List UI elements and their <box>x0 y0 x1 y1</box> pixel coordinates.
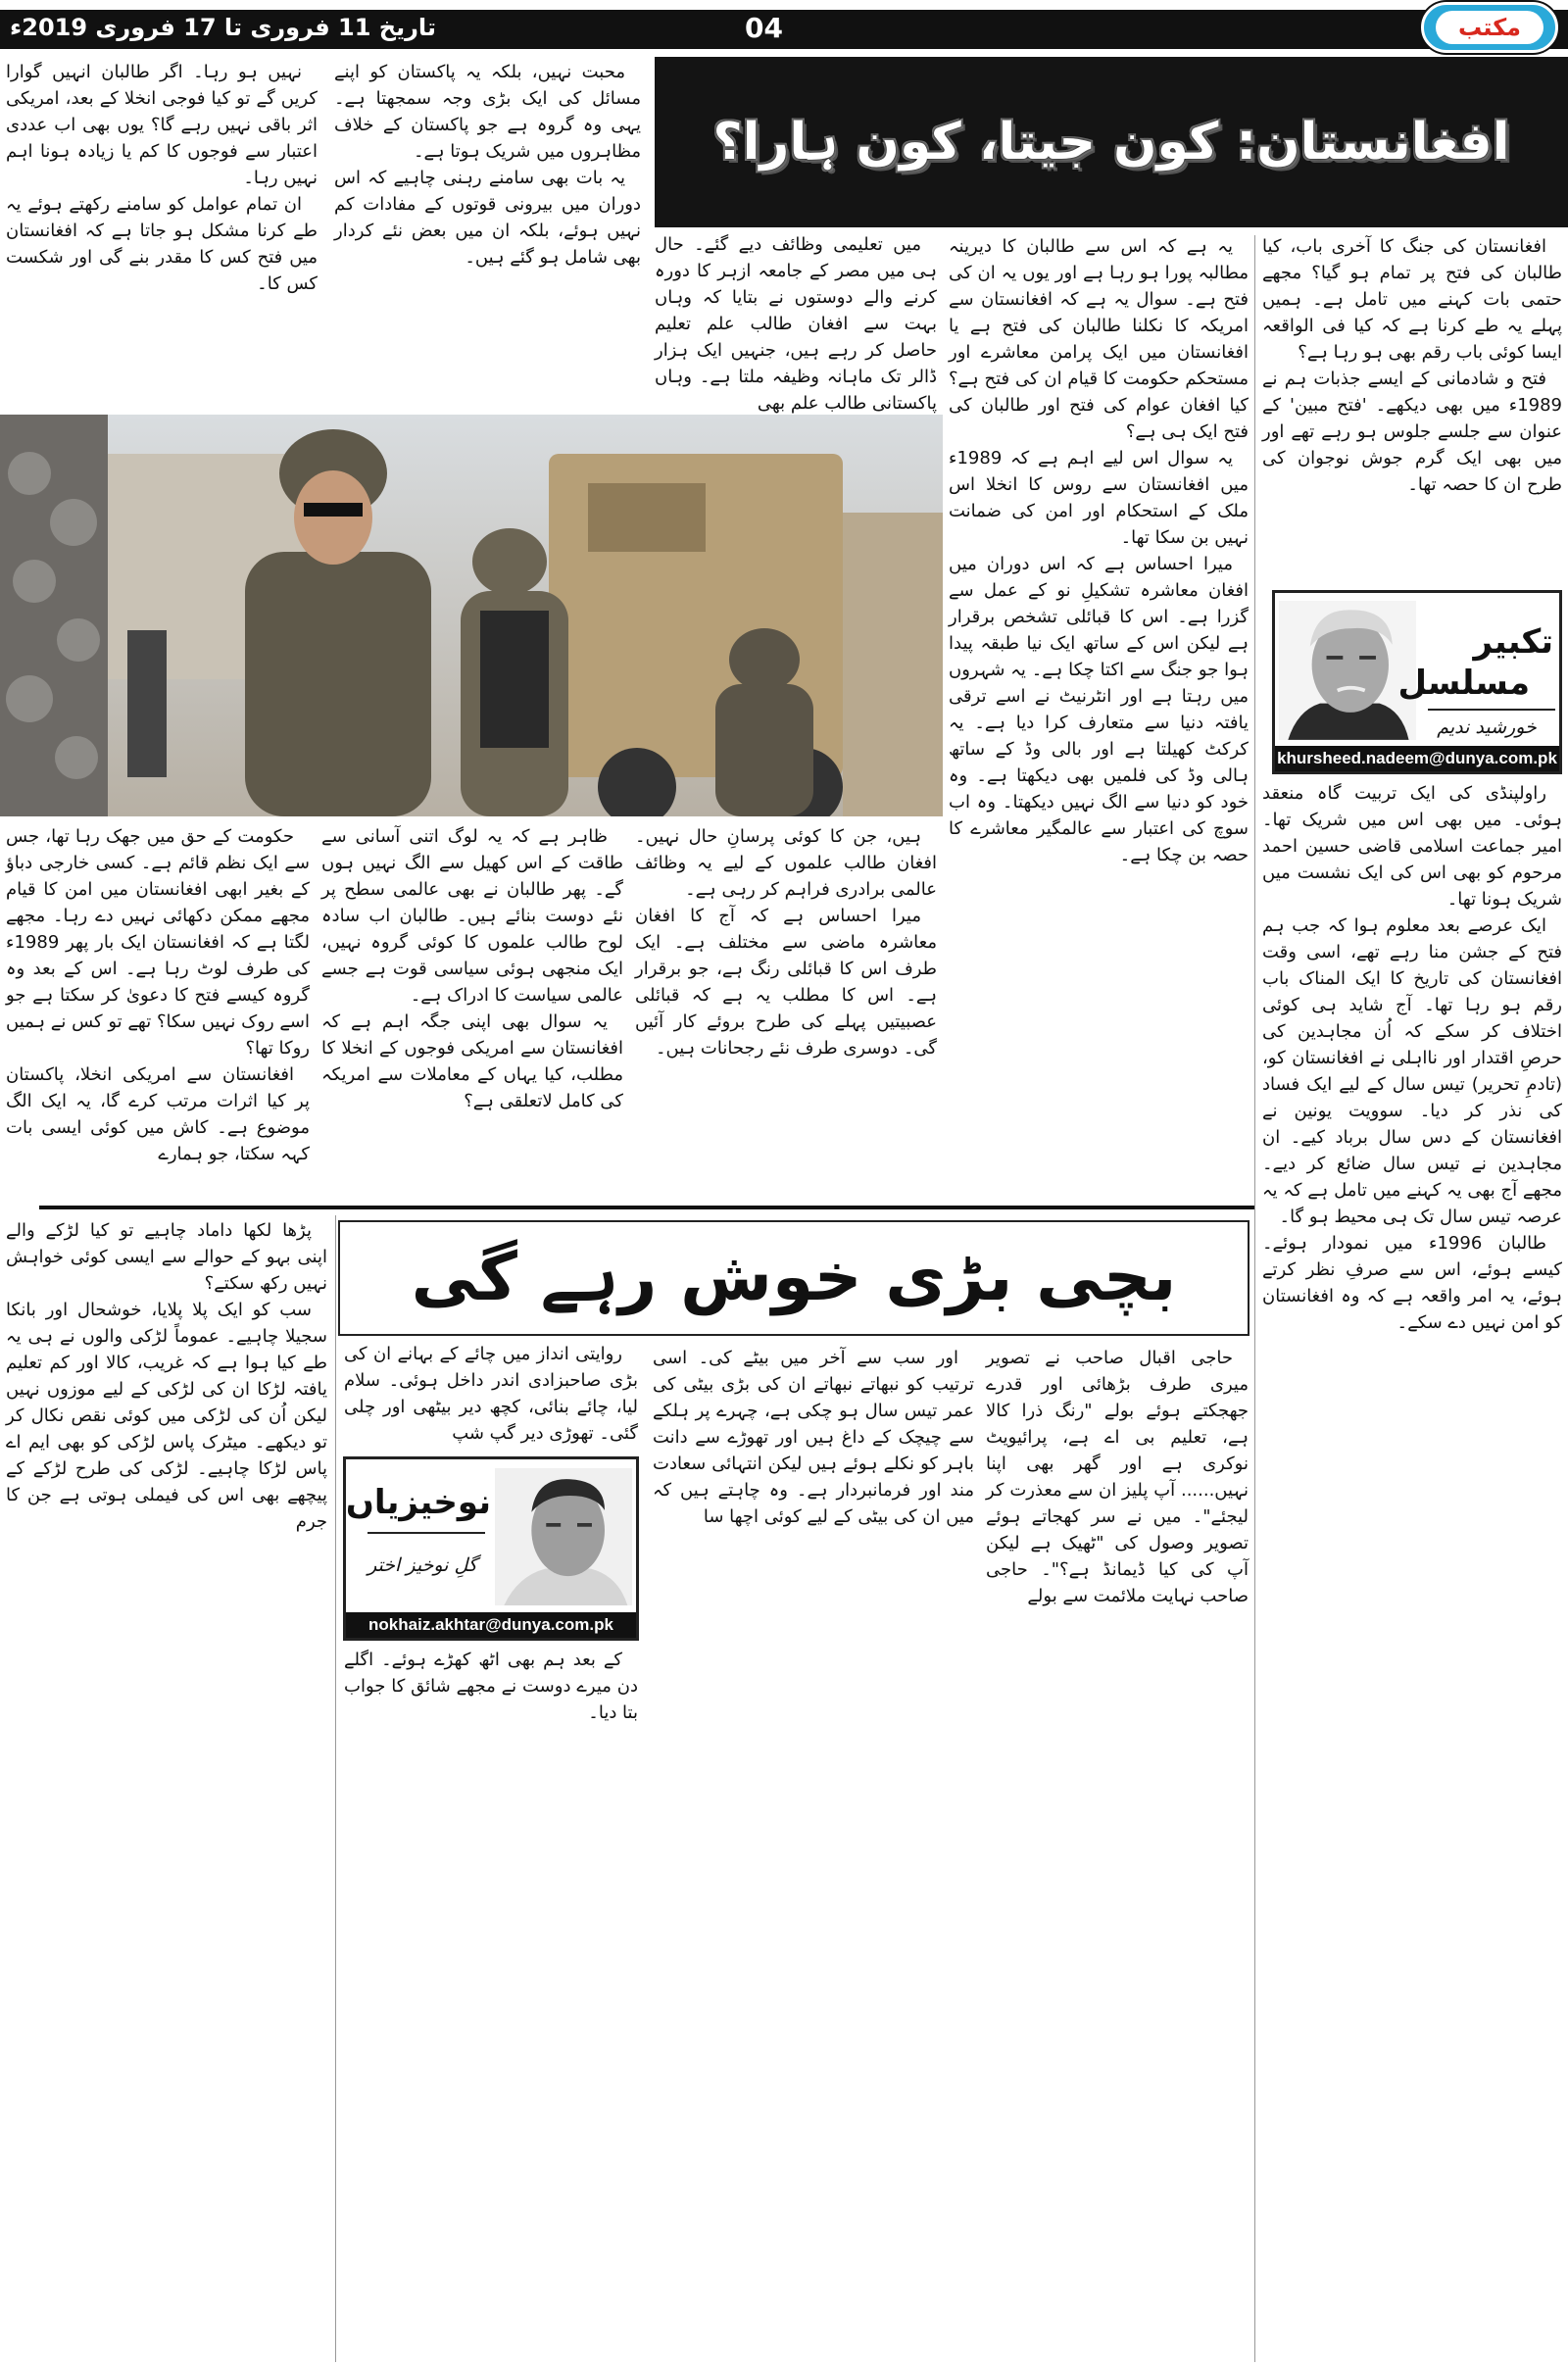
article2-column <box>0 1217 333 2360</box>
paragraph: افغانستان کی جنگ کا آخری باب، کیا طالبان کی فتح پر تمام ہو گیا؟ مجھے حتمی بات کہنے میں تامل ہے۔ ہمیں پہلے یہ طے کرنا ہے کہ کیا فی الواقعہ ایسا کوئی باب رقم بھی ہو رہا ہے؟ <box>1262 236 1562 363</box>
columnist-name: خورشید ندیم <box>1437 716 1537 738</box>
paragraph: ایک عرصے بعد معلوم ہوا کہ جب ہم فتح کے جشن منا رہے تھے، اسی وقت افغانستان کی تاریخ کا ایک المناک باب رقم ہو رہا تھا۔ آج شاید ہی کوئی اختلاف کر سکے کہ اُن مجاہدین کی حرصِ اقتدار اور نااہلی نے افغانستان کو، (تادمِ تحریر) تیس سال کے لیے ایک فساد کی نذر کر دیا۔ سوویت یونین نے افغانستان کے دس سال برباد کیے۔ ان مجاہدین نے تیس سال ضائع کر دیے۔ مجھے آج بھی یہ کہنے میں تامل ہے کہ یہ عرصہ تیس سال تک ہی محیط ہو گا۔ <box>1262 915 1562 1227</box>
paragraph: یہ بات بھی سامنے رہنی چاہیے کہ اس دوران میں بیرونی قوتوں کے مفادات کم نہیں ہوئے، بلکہ ان میں بعض نئے کردار بھی شامل ہو گئے ہیں۔ <box>334 168 641 268</box>
column-title: تکبیر <box>1473 622 1553 662</box>
issue-date: تاریخ 11 فروری تا 17 فروری 2019ء <box>10 14 436 41</box>
paragraph: میرا احساس ہے کہ آج کا افغان معاشرہ ماضی سے مختلف ہے۔ ایک طرف اس کا قبائلی رنگ ہے، جو برقرار ہے۔ اس کا مطلب یہ ہے کہ قبائلی عصبیتیں پہلے کی طرح بروئے کار آئیں گی۔ دوسری طرف نئے رجحانات ہیں۔ <box>635 906 937 1059</box>
article1-column <box>0 823 316 1202</box>
paragraph: میں تعلیمی وظائف دیے گئے۔ حال ہی میں مصر کے جامعہ ازہر کا دورہ کرنے والے دوستوں نے بتایا کہ وہاں بہت سے افغان طالب علم تعلیم حاصل کر رہے ہیں، جنہیں ایک ہزار ڈالر تک ماہانہ وظیفہ ملتا ہے۔ وہاں پاکستانی طالب علم بھی <box>655 234 937 414</box>
article2-column <box>338 1647 644 2360</box>
columnist-photo <box>495 1463 632 1610</box>
paragraph: حکومت کے حق میں جھک رہا تھا، جس سے ایک نظم قائم ہے۔ کسی خارجی دباؤ کے بغیر ابھی افغانستان میں امن کا قیام مجھے ممکن دکھائی نہیں دے رہا۔ مجھے لگتا ہے کہ افغانستان ایک بار پھر 1989ء کی طرف لوٹ رہا ہے۔ اس کے بعد وہ گروہ کیسے فتح کا دعویٰ کر سکتا ہے جو اسے روک نہیں سکا؟ تھے تو کس نے ہمیں روکا تھا؟ <box>6 826 310 1059</box>
soldiers-photo <box>0 415 943 816</box>
paragraph: میرا احساس ہے کہ اس دوران میں افغان معاشرہ تشکیلِ نو کے عمل سے گزرا ہے۔ اس کا قبائلی تشخص برقرار ہے لیکن اس کے ساتھ ایک نیا طبقہ پیدا ہوا جو جنگ سے اکتا چکا ہے۔ یہ شہروں میں رہتا ہے اور انٹرنیٹ نے اسے ترقی یافتہ دنیا سے متعارف کرا دیا ہے۔ یہ کرکٹ کھیلتا ہے اور بالی وڈ کے ساتھ ہالی وڈ کی فلمیں بھی دیکھتا ہے۔ وہ خود کو دنیا سے الگ نہیں دیکھتا۔ وہ اب سوچ کی اعتبار سے عالمگیر معاشرے کا حصہ بن چکا ہے۔ <box>949 554 1249 865</box>
article1-headline-box <box>655 57 1568 227</box>
paragraph: اور سب سے آخر میں بیٹے کی۔ اسی ترتیب کو نبھاتے نبھاتے ان کی بڑی بیٹی کی عمر تیس سال ہو چکی ہے، چہرے پر ہلکے سے چیچک کے داغ ہیں اور تھوڑے سے دانت باہر کو نکلے ہوئے ہیں لیکن انتہائی سعادت مند اور فرمانبردار ہے۔ وہ چاہتے ہیں کہ میں ان کی بیٹی کے لیے کوئی اچھا سا <box>653 1348 974 1527</box>
paragraph: محبت نہیں، بلکہ یہ پاکستان کو اپنے مسائل کی ایک بڑی وجہ سمجھتا ہے۔ یہی وہ گروہ ہے جو پاکستان کے خلاف مظاہروں میں شریک ہوتا ہے۔ <box>334 62 641 162</box>
paragraph: افغانستان سے امریکی انخلا، پاکستان پر کیا اثرات مرتب کرے گا، یہ ایک الگ موضوع ہے۔ کاش میں کوئی ایسی بات کہہ سکتا، جو ہمارے <box>6 1064 310 1164</box>
article1-column <box>1256 233 1568 578</box>
paragraph: حاجی اقبال صاحب نے تصویر میری طرف بڑھائی اور قدرے جھجکتے ہوئے بولے "رنگ ذرا کالا ہے، تعلیم بی اے ہے، پرائیویٹ نوکری ہے اور گھر بھی اپنا نہیں...... آپ پلیز ان سے معذرت کر لیجئے"۔ میں نے سر کھجاتے ہوئے تصویر وصول کی "ٹھیک ہے لیکن آپ کی کیا ڈیمانڈ ہے؟"۔ حاجی صاحب نہایت ملائمت سے بولے <box>986 1348 1249 1606</box>
paragraph: یہ ہے کہ اس سے طالبان کا دیرینہ مطالبہ پورا ہو رہا ہے اور یوں یہ ان کی فتح ہے۔ سوال یہ ہے کہ افغانستان سے امریکہ کا نکلنا طالبان کی فتح ہے یا افغانستان میں ایک پرامن معاشرے اور مستحکم حکومت کا قیام ان کی فتح ہے؟ کیا افغان عوام کی فتح اور طالبان کی فتح ایک ہی ہے؟ <box>949 236 1249 442</box>
paragraph: ان تمام عوامل کو سامنے رکھتے ہوئے یہ طے کرنا مشکل ہو جاتا ہے کہ افغانستان میں فتح کس کا مقدر بنے گی اور شکست کس کا۔ <box>6 194 318 294</box>
paragraph: یہ سوال بھی اپنی جگہ اہم ہے کہ افغانستان سے امریکی فوجوں کے انخلا کا مطلب، کیا یہاں کے معاملات سے امریکہ کی کامل لاتعلقی ہے؟ <box>321 1011 623 1111</box>
article1-column <box>316 823 629 1202</box>
article2-column <box>338 1341 644 1453</box>
article2-column <box>647 1345 980 2360</box>
section-divider <box>39 1206 1254 1209</box>
article1-column <box>649 231 943 412</box>
logo-wordmark: مکتب <box>1436 11 1544 44</box>
article2-column <box>980 1345 1254 2360</box>
paragraph: فتح و شادمانی کے ایسے جذبات ہم نے 1989ء میں بھی دیکھے۔ 'فتح مبین' کے عنوان سے جلسے جلوس ہو رہے تھے اور میں بھی ایک گرم جوش نوجوان کی طرح ان کا حصہ تھا۔ <box>1262 369 1562 495</box>
paragraph: یہ سوال اس لیے اہم ہے کہ 1989ء میں افغانستان سے روس کا انخلا اس ملک کے استحکام اور امن کی ضمانت نہیں بن سکا تھا۔ <box>949 448 1249 548</box>
column-title: نوخیزیاں <box>345 1483 491 1522</box>
paragraph: روایتی انداز میں چائے کے بہانے ان کی بڑی صاحبزادی اندر داخل ہوئی۔ سلام لیا، چائے بنائی، کچھ دیر بیٹھی اور چلی گئی۔ تھوڑی دیر گپ شپ <box>344 1344 638 1444</box>
divider <box>368 1532 485 1534</box>
page-number: 04 <box>745 12 783 44</box>
columnist-box <box>343 1456 639 1641</box>
article1-column <box>0 59 323 414</box>
newspaper-logo <box>1421 2 1558 53</box>
paragraph: کے بعد ہم بھی اٹھ کھڑے ہوئے۔ اگلے دن میرے دوست نے مجھے شائق کا جواب بتا دیا۔ <box>344 1650 638 1723</box>
column-title: مسلسل <box>1397 664 1530 703</box>
article1-headline: افغانستان: کون جیتا، کون ہارا؟ <box>712 113 1510 172</box>
paragraph: نہیں ہو رہا۔ اگر طالبان انہیں گوارا کریں گے تو کیا فوجی انخلا کے بعد، امریکی اثر باقی نہیں رہے گا؟ یوں بھی اب عددی اعتبار سے فوجوں کا کم یا زیادہ ہونا اہم نہیں رہا۔ <box>6 62 318 188</box>
columnist-box <box>1272 590 1562 774</box>
article1-column <box>1256 780 1568 2360</box>
paragraph: ہیں، جن کا کوئی پرسانِ حال نہیں۔ افغان طالب علموں کے لیے یہ وظائف عالمی برادری فراہم کر رہی ہے۔ <box>635 826 937 900</box>
article2-headline: بچی بڑی خوش رہے گی <box>411 1239 1177 1316</box>
column-rule <box>335 1215 336 2362</box>
columnist-email[interactable]: nokhaiz.akhtar@dunya.com.pk <box>346 1612 636 1638</box>
columnist-photo <box>1279 597 1416 744</box>
columnist-email[interactable]: khursheed.nadeem@dunya.com.pk <box>1275 746 1559 771</box>
paragraph: ظاہر ہے کہ یہ لوگ اتنی آسانی سے طاقت کے اس کھیل سے الگ نہیں ہوں گے۔ پھر طالبان نے بھی عالمی سطح پر نئے دوست بنائے ہیں۔ طالبان اب سادہ لوح طالب علموں کا کوئی گروہ نہیں، ایک منجھی ہوئی سیاسی قوت ہے جسے عالمی سیاست کا ادراک ہے۔ <box>321 826 623 1006</box>
paragraph: راولپنڈی کی ایک تربیت گاہ منعقد ہوئی۔ میں بھی اس میں شریک تھا۔ امیر جماعت اسلامی قاضی حسین احمد مرحوم کو بھی اس کی ایک نشست میں شریک ہونا تھا۔ <box>1262 783 1562 910</box>
divider <box>1428 709 1555 711</box>
column-rule <box>1254 235 1255 2362</box>
article1-column <box>629 823 943 1202</box>
paragraph: طالبان 1996ء میں نمودار ہوئے۔ کیسے ہوئے، اس سے صرفِ نظر کرتے ہوئے، یہ امر واقعہ ہے کہ وہ افغانستان کو امن نہیں دے سکے۔ <box>1262 1233 1562 1333</box>
article1-column <box>328 59 647 414</box>
paragraph: پڑھا لکھا داماد چاہیے تو کیا لڑکے والے اپنی بہو کے حوالے سے ایسی کوئی خواہش نہیں رکھ سکتے؟ <box>6 1220 327 1294</box>
article2-headline-box <box>338 1220 1250 1336</box>
paragraph: سب کو ایک پلا پلایا، خوشحال اور بانکا سجیلا چاہیے۔ عموماً لڑکی والوں نے ہی یہ طے کیا ہوا ہے کہ غریب، کالا اور کم تعلیم یافتہ لڑکا ان کی لڑکی کے لیے موزوں نہیں لیکن اُن کی لڑکی میں کوئی نقص نکال کر تو دیکھے۔ میٹرک پاس لڑکی کو بھی ایم اے پاس لڑکا چاہیے۔ لڑکی کی طرح لڑکے کے پیچھے بھی اس کی فیملی ہوتی ہے جن کا جرم <box>6 1300 327 1532</box>
article1-column <box>943 233 1254 1204</box>
columnist-name: گلِ نوخیز اختر <box>368 1554 477 1576</box>
soldiers-photo-image <box>0 415 943 816</box>
